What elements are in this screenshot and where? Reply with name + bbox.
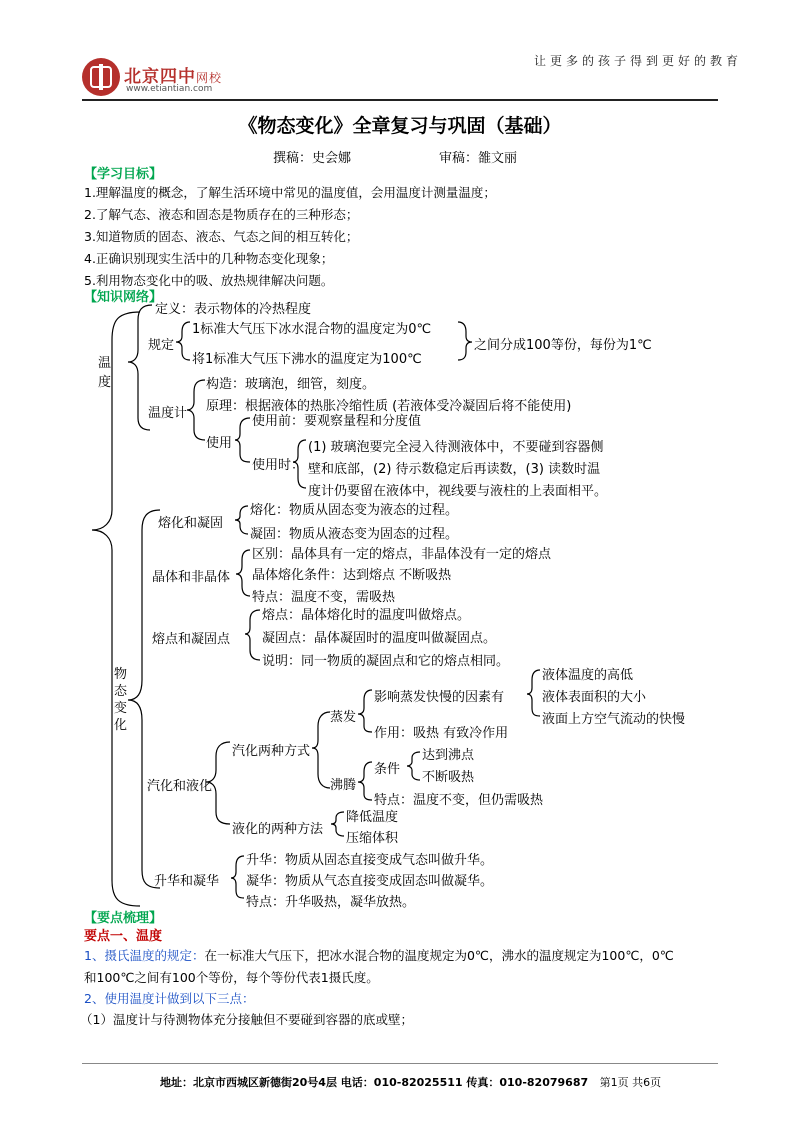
node-qubie: 区别：晶体具有一定的熔点，非晶体没有一定的熔点 xyxy=(252,547,552,562)
node-shiyongshi: 使用时： xyxy=(252,458,305,473)
node-guiding-a: 1标准大气压下冰水混合物的温度定为0℃ xyxy=(192,322,432,337)
author-reviewer: 审稿：雒文丽 xyxy=(439,151,518,166)
node-zhengfa: 蒸发 xyxy=(330,710,357,725)
logo-url: www.etiantian.com xyxy=(126,84,213,94)
point-two-sub1: （1）温度计与待测物体充分接触但不要碰到容器的底或壁； xyxy=(80,1012,413,1027)
footer-page: 第1页 共6页 xyxy=(599,1076,662,1089)
jingti-brace xyxy=(236,550,250,596)
point-one-text2: 和100℃之间有100个等份，每个等份代表1摄氏度。 xyxy=(84,970,379,985)
node-ys1: 液体温度的高低 xyxy=(542,668,634,683)
node-shuoming: 说明：同一物质的凝固点和它的熔点相同。 xyxy=(262,654,510,669)
yehua-brace xyxy=(331,812,344,836)
point-one-title: 要点一、温度 xyxy=(84,929,163,944)
point-two-lead: 2、使用温度计做到以下三点： xyxy=(84,991,255,1006)
node-tedian3: 特点：升华吸热，凝华放热。 xyxy=(246,895,416,910)
network-tag: 【知识网络】 xyxy=(84,290,163,305)
node-tj1: 达到沸点 xyxy=(422,748,475,763)
goal-item: 4.正确识别现实生活中的几种物态变化现象； xyxy=(84,251,334,266)
node-yehua: 液化的两种方法 xyxy=(232,822,324,837)
root-brace xyxy=(92,312,140,906)
footer-rule xyxy=(82,1063,718,1064)
node-ys2: 液体表面积的大小 xyxy=(542,690,647,705)
point-one-item xyxy=(84,946,674,964)
node-shiyong: 使用 xyxy=(206,436,233,451)
zhengfa-brace xyxy=(358,690,372,732)
node-yuanli: 原理：根据液体的热胀冷缩性质 (若液体受冷凝固后将不能使用) xyxy=(206,399,572,414)
logo-small: 网校 xyxy=(196,71,223,85)
node-rongdian: 熔点：晶体熔化时的温度叫做熔点。 xyxy=(262,608,471,623)
node-ningudian: 凝固点：晶体凝固时的温度叫做凝固点。 xyxy=(262,631,497,646)
goal-item: 5.利用物态变化中的吸、放热规律解决问题。 xyxy=(84,273,334,288)
node-ys3: 液面上方空气流动的快慢 xyxy=(542,712,686,727)
goal-item: 3.知道物质的固态、液态、气态之间的相互转化； xyxy=(84,229,359,244)
feiteng-brace xyxy=(358,762,372,800)
wenduji-brace xyxy=(187,380,205,440)
node-wutai: 物态变化 xyxy=(114,667,128,733)
yingxiang-brace xyxy=(527,670,540,716)
node-qihua: 汽化和液化 xyxy=(147,779,213,794)
guiding-right-brace xyxy=(458,322,472,360)
node-rongdian-group: 熔点和凝固点 xyxy=(152,632,231,647)
rongdian-brace xyxy=(245,610,260,660)
shenghua-brace xyxy=(231,856,244,898)
node-yingxiang: 影响蒸发快慢的因素有 xyxy=(374,690,505,705)
node-shiyongshi-1: (1) 玻璃泡要完全浸入待测液体中，不要碰到容器侧 xyxy=(308,440,604,455)
goal-item: 1.理解温度的概念，了解生活环境中常见的温度值，会用温度计测量温度； xyxy=(84,185,496,200)
logo-text: 北京四中 xyxy=(124,67,196,87)
goals-tag: 【学习目标】 xyxy=(84,167,163,182)
point-one-lead: 1、摄氏温度的规定： xyxy=(84,948,205,963)
node-gouzao: 构造：玻璃泡，细管，刻度。 xyxy=(206,377,376,392)
node-guiding-b: 将1标准大气压下沸水的温度定为100℃ xyxy=(192,352,422,367)
node-yh2: 压缩体积 xyxy=(346,831,399,846)
node-tedian2: 特点：温度不变，但仍需吸热 xyxy=(374,793,544,808)
points-tag: 【要点梳理】 xyxy=(84,911,163,926)
node-tiaojian2: 条件 xyxy=(374,762,401,777)
node-shiyongqian: 使用前：要观察量程和分度值 xyxy=(252,414,422,429)
node-feiteng: 沸腾 xyxy=(330,778,357,793)
tiaojian-brace xyxy=(407,752,420,780)
node-shenghua-group: 升华和凝华 xyxy=(154,874,220,889)
node-ronghua: 熔化：物质从固态变为液态的过程。 xyxy=(250,503,459,518)
goal-item: 2.了解气态、液态和固态是物质存在的三种形态； xyxy=(84,207,359,222)
node-ninghua: 凝华：物质从气态直接变成固态叫做凝华。 xyxy=(246,874,494,889)
qihua-ways-brace xyxy=(312,712,330,788)
node-shenghua: 升华：物质从固态直接变成气态叫做升华。 xyxy=(246,853,494,868)
node-yh1: 降低温度 xyxy=(346,810,399,825)
page-title: 《物态变化》全章复习与巩固（基础） xyxy=(238,115,562,137)
node-qihua-ways: 汽化两种方式 xyxy=(232,744,311,759)
node-shiyongshi-2: 壁和底部，(2) 待示数稳定后再读数，(3) 读数时温 xyxy=(308,462,601,477)
node-tiaojian: 晶体熔化条件：达到熔点 不断吸热 xyxy=(252,568,452,583)
node-guiding-c: 之间分成100等份，每份为1℃ xyxy=(474,338,652,353)
guiding-brace xyxy=(176,322,190,360)
author-writer: 撰稿：史会娜 xyxy=(273,151,352,166)
node-dingyi: 定义：表示物体的冷热程度 xyxy=(155,302,312,317)
node-zuoyong: 作用：吸热 有致冷作用 xyxy=(374,726,509,741)
footer-address: 地址：北京市西城区新德街20号4层 电话：010-82025511 传真：010-82079687 xyxy=(160,1076,589,1089)
node-tj2: 不断吸热 xyxy=(422,770,475,785)
slogan: 让更多的孩子得到更好的教育 xyxy=(534,54,743,68)
point-one-text: 在一标准大气压下，把冰水混合物的温度规定为0℃，沸水的温度规定为100℃，0℃ xyxy=(204,948,674,963)
node-shiyongshi-3: 度计仍要留在液体中，视线要与液柱的上表面相平。 xyxy=(308,484,608,499)
node-jingti: 晶体和非晶体 xyxy=(152,570,231,585)
node-tedian1: 特点：温度不变，需吸热 xyxy=(252,590,396,605)
rongning-brace xyxy=(235,506,248,534)
node-wenduji: 温度计 xyxy=(148,406,188,421)
footer xyxy=(160,1074,661,1090)
shiyong-brace xyxy=(235,418,250,462)
node-ninggu: 凝固：物质从液态变为固态的过程。 xyxy=(250,527,459,542)
node-rongning: 熔化和凝固 xyxy=(158,516,224,531)
node-guiding: 规定 xyxy=(148,338,175,353)
node-wendu: 温度 xyxy=(98,356,112,390)
